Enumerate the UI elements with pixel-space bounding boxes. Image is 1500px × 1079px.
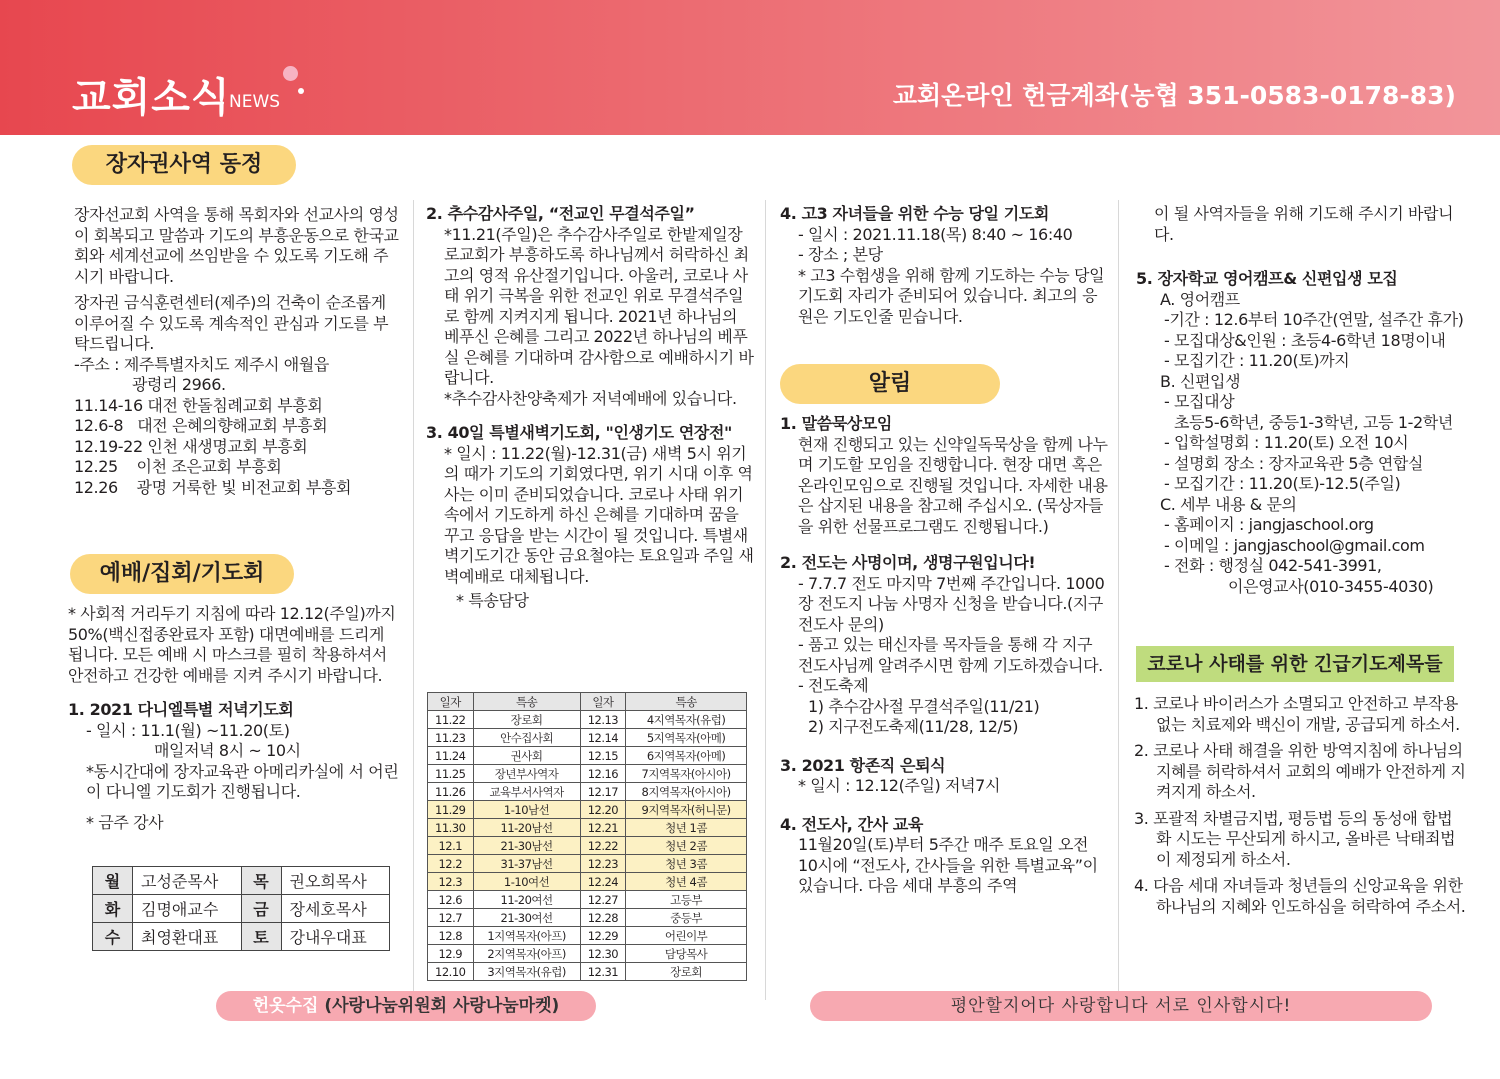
duty-caption: * 특송담당 <box>456 591 529 610</box>
singer-cell: 어린이부 <box>626 927 747 945</box>
date-cell: 12.30 <box>580 945 626 963</box>
table-row <box>428 927 747 945</box>
column-2 <box>426 204 756 612</box>
camp-line: - 입학설명회 : 11.20(토) 오전 10시 <box>1164 433 1409 452</box>
item-2-paragraph: *11.21(주일)은 추수감사주일로 한밭제일장로교회가 부흥하도록 하나님께서 허락하신 최고의 영적 유산절기입니다. 아울러, 코로나 사태 위기 극복을 위한 전교인 위로 무결석주일로 함께 지켜지게 됩니다. 2021년 하나님의 베푸신 은혜를 그리고 2022년 하나님의 베푸실 은혜를 기대하며 감사함으로 예배하시기 바랍니다. <box>444 224 754 387</box>
singer-cell: 고등부 <box>626 891 747 909</box>
table-row <box>428 963 747 981</box>
singer-cell: 9지역목자(허니문) <box>626 801 747 819</box>
singer-cell: 1지역목자(아프) <box>473 927 580 945</box>
date-cell: 12.27 <box>580 891 626 909</box>
singer-cell: 31-37남선 <box>473 855 580 873</box>
camp-line: 이은영교사(010-3455-4030) <box>1228 576 1434 596</box>
singer-cell: 담당목사 <box>626 945 747 963</box>
lecturer-caption: * 금주 강사 <box>86 812 164 832</box>
date-cell: 12.22 <box>580 837 626 855</box>
date-cell: 12.16 <box>580 765 626 783</box>
table-row <box>428 729 747 747</box>
singer-cell: 21-30남선 <box>473 837 580 855</box>
day-cell: 금 <box>241 895 281 923</box>
page-subtitle: NEWS <box>229 92 281 112</box>
notice-3-line: * 일시 : 12.12(주일) 저녁7시 <box>798 776 1000 795</box>
table-row <box>428 801 747 819</box>
column-divider <box>413 200 414 1000</box>
notice-2-line: 1) 추수감사절 무결석주일(11/21) <box>808 696 1040 716</box>
camp-line: - 모집대상&인원 : 초등4-6학년 18명이내 <box>1164 330 1446 350</box>
singer-cell: 3지역목자(유럽) <box>473 963 580 981</box>
event-item: 12.19-22 인천 새생명교회 부흥회 <box>74 436 308 456</box>
column-header: 일자 <box>580 693 626 711</box>
date-cell: 11.23 <box>428 729 474 747</box>
column-1-bottom <box>68 604 400 833</box>
item-4-title: 4. 고3 자녀들을 위한 수능 당일 기도회 <box>780 204 1049 223</box>
date-cell: 12.6 <box>428 891 474 909</box>
prayer-item: 4. 다음 세대 자녀들과 청년들의 신앙교육을 위한 하나님의 지혜와 인도하심을 허락하여 주소서. <box>1134 876 1466 916</box>
date-cell: 12.20 <box>580 801 626 819</box>
singer-cell: 1-10남선 <box>473 801 580 819</box>
jangja-address-cont: 광령리 2966. <box>132 375 226 394</box>
section-title-notice: 알림 <box>780 364 1000 404</box>
date-cell: 11.30 <box>428 819 474 837</box>
table-row <box>93 895 390 923</box>
name-cell: 김명애교수 <box>133 895 242 923</box>
column-3-top <box>780 204 1110 327</box>
duty-table <box>427 692 747 981</box>
event-item: 11.14-16 대전 한돌침례교회 부흥회 <box>74 395 323 415</box>
singer-cell: 6지역목자(아메) <box>626 747 747 765</box>
lecturer-table <box>92 866 390 951</box>
date-cell: 12.14 <box>580 729 626 747</box>
singer-cell: 교육부서사역자 <box>473 783 580 801</box>
prayer-item: 3. 포괄적 차별금지법, 평등법 등의 동성애 합법화 시도는 무산되게 하시고, 올바른 낙태죄법이 제정되게 하소서. <box>1134 808 1456 869</box>
decor-dot-small-icon <box>298 88 304 94</box>
date-cell: 12.31 <box>580 963 626 981</box>
singer-cell: 8지역목자(아시아) <box>626 783 747 801</box>
camp-line: - 모집대상 <box>1164 392 1235 411</box>
date-cell: 12.2 <box>428 855 474 873</box>
table-row <box>428 783 747 801</box>
camp-list <box>1136 290 1466 598</box>
item-3-title: 3. 40일 특별새벽기도회, "인생기도 연장전" <box>426 423 732 442</box>
camp-line: - 모집기간 : 11.20(토)까지 <box>1164 351 1350 370</box>
singer-cell: 4지역목자(유럽) <box>626 711 747 729</box>
notice-1-paragraph: 현재 진행되고 있는 신약일독묵상을 함께 나누며 기도할 모임을 진행합니다. 현장 대면 혹은 온라인모임으로 진행될 것입니다. 자세한 내용은 삽지된 내용을 참고해 주십시오. (묵상자들을 위한 선물프로그램도 진행됩니다.) <box>798 434 1108 536</box>
camp-line: - 설명회 장소 : 장자교육관 5층 연합실 <box>1164 453 1424 473</box>
date-cell: 12.10 <box>428 963 474 981</box>
notice-4-paragraph: 11월20일(토)부터 5주간 매주 토요일 오전 10시에 “전도사, 간사들을 위한 특별교육”이 있습니다. 다음 세대 부흥의 주역 <box>798 835 1098 895</box>
date-cell: 12.17 <box>580 783 626 801</box>
date-cell: 11.22 <box>428 711 474 729</box>
singer-cell: 장로회 <box>473 711 580 729</box>
singer-cell: 장년부사역자 <box>473 765 580 783</box>
section-title-prayer: 코로나 사태를 위한 긴급기도제목들 <box>1136 646 1454 682</box>
item-4-date: - 일시 : 2021.11.18(목) 8:40 ~ 16:40 <box>798 224 1073 244</box>
jangja-paragraph-1: 장자선교회 사역을 통해 목회자와 선교사의 영성이 회복되고 말씀과 기도의 부흥운동으로 한국교회와 세계선교에 쓰임받을 수 있도록 기도해 주시기 바랍니다. <box>74 205 399 286</box>
item-1-title: 1. 2021 다니엘특별 저녁기도회 <box>68 700 294 719</box>
table-row <box>428 891 747 909</box>
event-item: 12.6-8 대전 은혜의향해교회 부흥회 <box>74 416 328 435</box>
date-cell: 12.9 <box>428 945 474 963</box>
singer-cell: 안수집사회 <box>473 729 580 747</box>
name-cell: 고성준목사 <box>133 867 242 895</box>
decor-dot-icon <box>283 66 298 81</box>
notice-4-title: 4. 전도사, 간사 교육 <box>780 814 923 834</box>
singer-cell: 1-10여선 <box>473 873 580 891</box>
day-cell: 목 <box>241 867 281 895</box>
prayer-list <box>1134 694 1466 917</box>
date-cell: 12.13 <box>580 711 626 729</box>
singer-cell: 장로회 <box>626 963 747 981</box>
column-header: 특송 <box>473 693 580 711</box>
column-1-top <box>74 205 399 498</box>
notice-2-line: 2) 지구전도축제(11/28, 12/5) <box>808 717 1019 736</box>
name-cell: 강내우대표 <box>281 923 390 951</box>
column-divider <box>1118 200 1119 1000</box>
date-cell: 12.3 <box>428 873 474 891</box>
prayer-item: 1. 코로나 바이러스가 소멸되고 안전하고 부작용 없는 치료제와 백신이 개발, 공급되게 하소서. <box>1134 694 1460 734</box>
table-row <box>428 765 747 783</box>
date-cell: 12.7 <box>428 909 474 927</box>
table-row <box>428 837 747 855</box>
offering-account: 교회온라인 헌금계좌(농협 351-0583-0178-83) <box>892 81 1456 110</box>
event-item: 12.25 이천 조은교회 부흥회 <box>74 457 282 476</box>
table-row <box>428 747 747 765</box>
section-title-worship: 예배/집회/기도회 <box>70 554 294 594</box>
notice-2-line: - 전도축제 <box>798 676 869 695</box>
column-header: 일자 <box>428 693 474 711</box>
prayer-item: 2. 코로나 사태 해결을 위한 방역지침에 하나님의 지혜를 허락하셔서 교회의 예배가 안전하게 지켜지게 하소서. <box>1134 741 1466 801</box>
date-cell: 12.8 <box>428 927 474 945</box>
table-row <box>428 711 747 729</box>
item-1-note: *동시간대에 장자교육관 아메리카실에 서 어린이 다니엘 기도회가 진행됩니다. <box>86 761 399 801</box>
notice-5-title: 5. 장자학교 영어캠프& 신편입생 모집 <box>1136 269 1398 288</box>
table-row <box>428 909 747 927</box>
name-cell: 장세호목사 <box>281 895 390 923</box>
item-2-note: *추수감사찬양축제가 저녁예배에 있습니다. <box>444 388 737 408</box>
camp-line: 초등5-6학년, 중등1-3학년, 고등 1-2학년 <box>1174 412 1453 432</box>
notice-4-cont: 이 될 사역자들을 위해 기도해 주시기 바랍니다. <box>1154 204 1454 244</box>
camp-line: -기간 : 12.6부터 10주간(연말, 설주간 휴가) <box>1164 310 1464 329</box>
table-row <box>93 923 390 951</box>
camp-line: - 이메일 : jangjaschool@gmail.com <box>1164 535 1425 555</box>
item-2-title: 2. 추수감사주일, “전교인 무결석주일” <box>426 204 695 223</box>
camp-line: B. 신편입생 <box>1160 371 1241 391</box>
camp-line: - 전화 : 행정실 042-541-3991, <box>1164 556 1382 575</box>
singer-cell: 청년 2콤 <box>626 837 747 855</box>
singer-cell: 청년 3콤 <box>626 855 747 873</box>
date-cell: 11.29 <box>428 801 474 819</box>
name-cell: 권오희목사 <box>281 867 390 895</box>
notice-2-title: 2. 전도는 사명이며, 생명구원입니다! <box>780 553 1036 572</box>
footer-detail: (사랑나눔위원회 사랑나눔마켓) <box>318 996 560 1016</box>
singer-cell: 중등부 <box>626 909 747 927</box>
column-4-top <box>1136 204 1466 597</box>
day-cell: 토 <box>241 923 281 951</box>
notice-2-line: - 품고 있는 태신자를 목자들을 통해 각 지구 전도사님께 알려주시면 함께 기도하겠습니다. <box>798 635 1103 675</box>
table-header-row <box>428 693 747 711</box>
date-cell: 11.25 <box>428 765 474 783</box>
day-cell: 월 <box>93 867 133 895</box>
date-cell: 12.24 <box>580 873 626 891</box>
date-cell: 12.21 <box>580 819 626 837</box>
item-4-place: - 장소 ; 본당 <box>798 245 883 264</box>
header-banner <box>0 0 1500 135</box>
item-4-note: * 고3 수험생을 위해 함께 기도하는 수능 당일 기도회 자리가 준비되어 있습니다. 최고의 응원은 기도인줄 믿습니다. <box>798 265 1105 326</box>
jangja-address: -주소 : 제주특별자치도 제주시 애월읍 <box>74 354 329 374</box>
worship-notice: * 사회적 거리두기 지침에 따라 12.12(주일)까지 50%(백신접종완료자 포함) 대면예배를 드리게 됩니다. 모든 예배 시 마스크를 필히 착용하셔서 안전하고 건강한 예배를 지켜 주시기 바랍니다. <box>68 604 396 685</box>
column-header: 특송 <box>626 693 747 711</box>
jangja-paragraph-2: 장자권 금식훈련센터(제주)의 건축이 순조롭게 이루어질 수 있도록 계속적인 관심과 기도를 부탁드립니다. <box>74 293 389 353</box>
camp-line: C. 세부 내용 & 문의 <box>1160 494 1297 514</box>
singer-cell: 청년 1콤 <box>626 819 747 837</box>
notice-1-title: 1. 말씀묵상모임 <box>780 414 892 433</box>
date-cell: 11.26 <box>428 783 474 801</box>
singer-cell: 권사회 <box>473 747 580 765</box>
date-cell: 11.24 <box>428 747 474 765</box>
table-row <box>428 945 747 963</box>
table-row <box>428 819 747 837</box>
camp-line: - 홈페이지 : jangjaschool.org <box>1164 515 1374 534</box>
column-divider <box>765 200 766 1000</box>
camp-line: - 모집기간 : 11.20(토)-12.5(주일) <box>1164 474 1401 493</box>
day-cell: 수 <box>93 923 133 951</box>
column-3-bottom <box>780 414 1110 903</box>
notice-2-line: - 7.7.7 전도 마지막 7번째 주간입니다. 1000장 전도지 나눔 사명자 신청을 받습니다.(지구전도사 문의) <box>798 573 1105 634</box>
singer-cell: 21-30여선 <box>473 909 580 927</box>
footer-clothes-drive <box>216 991 596 1021</box>
footer-greeting: 평안할지어다 사랑합니다 서로 인사합시다! <box>810 991 1432 1021</box>
date-cell: 12.1 <box>428 837 474 855</box>
section-title-jangja: 장자권사역 동정 <box>72 145 296 185</box>
camp-line: A. 영어캠프 <box>1160 289 1240 309</box>
item-1-date: - 일시 : 11.1(월) ~11.20(토) <box>86 720 290 740</box>
day-cell: 화 <box>93 895 133 923</box>
table-row <box>428 873 747 891</box>
table-row <box>93 867 390 895</box>
name-cell: 최영환대표 <box>133 923 242 951</box>
singer-cell: 청년 4콤 <box>626 873 747 891</box>
date-cell: 12.23 <box>580 855 626 873</box>
date-cell: 12.29 <box>580 927 626 945</box>
singer-cell: 11-20여선 <box>473 891 580 909</box>
singer-cell: 7지역목자(아시아) <box>626 765 747 783</box>
item-1-time: 매일저녁 8시 ~ 10시 <box>154 741 301 760</box>
singer-cell: 11-20남선 <box>473 819 580 837</box>
event-item: 12.26 광명 거룩한 빛 비전교회 부흥회 <box>74 477 352 497</box>
date-cell: 12.28 <box>580 909 626 927</box>
notice-3-title: 3. 2021 항존직 은퇴식 <box>780 755 946 775</box>
item-3-paragraph: * 일시 : 11.22(월)-12.31(금) 새벽 5시 위기의 때가 기도의 기회였다면, 위기 시대 이후 역사는 이미 준비되었습니다. 코로나 사태 위기 속에서 기도하게 하신 은혜를 기대하며 꿈을 꾸고 응답을 받는 시간이 될 것입니다. 특별새벽기도기간 동안 금요철야는 토요일과 주일 새벽예배로 대체됩니다. <box>444 443 754 586</box>
singer-cell: 2지역목자(아프) <box>473 945 580 963</box>
date-cell: 12.15 <box>580 747 626 765</box>
singer-cell: 5지역목자(아메) <box>626 729 747 747</box>
page-title: 교회소식 <box>72 75 231 121</box>
footer-label: 헌옷수집 <box>252 996 319 1016</box>
column-4-bottom <box>1134 694 1466 923</box>
table-row <box>428 855 747 873</box>
